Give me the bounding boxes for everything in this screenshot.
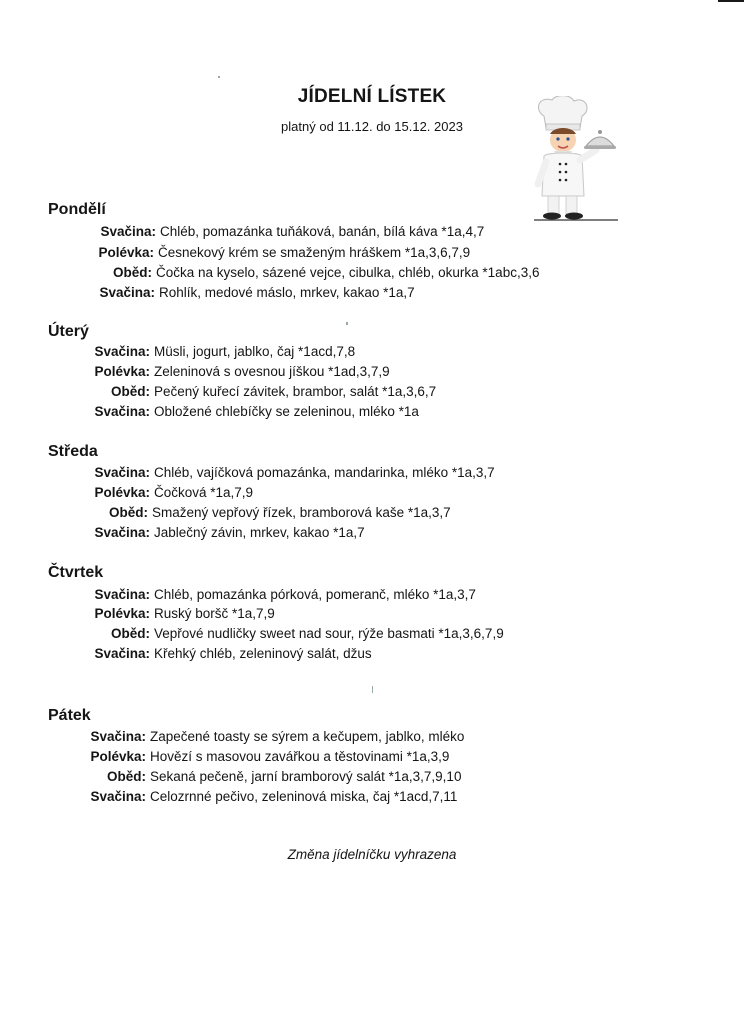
meal-label: Svačina:: [94, 646, 150, 661]
meal-text: Chléb, pomazánka pórková, pomeranč, mléko *1a,3,7: [154, 587, 476, 602]
meal-text: Pečený kuřecí závitek, brambor, salát *1a,3,6,7: [154, 384, 437, 399]
meal-label: Svačina:: [94, 465, 150, 480]
meal-text: Müsli, jogurt, jablko, čaj *1acd,7,8: [154, 344, 356, 359]
chef-icon: [530, 96, 620, 222]
meal-label: Oběd:: [113, 265, 152, 280]
meal-text: Křehký chléb, zeleninový salát, džus: [154, 646, 372, 661]
meal-row: [0, 485, 744, 505]
meal-row: [0, 626, 744, 646]
meal-text: Zapečené toasty se sýrem a kečupem, jablko, mléko: [150, 729, 465, 744]
page-title: JÍDELNÍ LÍSTEK: [297, 86, 447, 107]
scan-corner-mark: [718, 0, 744, 2]
meal-label: Svačina:: [99, 285, 155, 300]
day-title-wednesday: Středa: [48, 443, 98, 460]
meal-text: Celozrnné pečivo, zeleninová miska, čaj *1acd,7,11: [150, 789, 458, 804]
day-title-friday: Pátek: [48, 707, 91, 724]
meal-row: [0, 525, 744, 545]
day-title-thursday: Čtvrtek: [48, 564, 104, 581]
meal-label: Svačina:: [94, 525, 150, 540]
meal-label: Svačina:: [94, 587, 150, 602]
meal-row: [0, 364, 744, 384]
meal-label: Svačina:: [100, 224, 156, 239]
meal-text: Hovězí s masovou zavářkou a těstovinami *1a,3,9: [150, 749, 450, 764]
scan-speck: [346, 322, 348, 325]
meal-label: Oběd:: [111, 384, 150, 399]
meal-row: [0, 224, 744, 244]
meal-text: Zeleninová s ovesnou jíškou *1ad,3,7,9: [154, 364, 390, 379]
meal-text: Sekaná pečeně, jarní bramborový salát *1a,3,7,9,10: [150, 769, 462, 784]
meal-label: Polévka:: [94, 364, 150, 379]
meal-text: Čočková *1a,7,9: [154, 485, 254, 500]
menu-footer-note: Změna jídelníčku vyhrazena: [287, 847, 457, 862]
meal-label: Svačina:: [90, 789, 146, 804]
meal-text: Čočka na kyselo, sázené vejce, cibulka, chléb, okurka *1abc,3,6: [156, 265, 540, 280]
meal-row: [0, 245, 744, 265]
meal-label: Oběd:: [109, 505, 148, 520]
meal-label: Polévka:: [94, 485, 150, 500]
meal-label: Oběd:: [107, 769, 146, 784]
meal-text: Česnekový krém se smaženým hráškem *1a,3,6,7,9: [158, 245, 471, 260]
scan-speck: [372, 686, 373, 693]
meal-row: [0, 265, 744, 285]
meal-label: Svačina:: [94, 404, 150, 419]
meal-text: Obložené chlebíčky se zeleninou, mléko *1a: [154, 404, 419, 419]
meal-row: [0, 606, 744, 626]
day-title-monday: Pondělí: [48, 201, 106, 218]
day-title-tuesday: Úterý: [48, 323, 89, 340]
meal-row: [0, 465, 744, 485]
meal-row: [0, 587, 744, 607]
meal-label: Polévka:: [90, 749, 146, 764]
scan-speck: [218, 76, 220, 78]
meal-row: [0, 344, 744, 364]
meal-label: Polévka:: [98, 245, 154, 260]
meal-row: [0, 384, 744, 404]
meal-text: Chléb, vajíčková pomazánka, mandarinka, mléko *1a,3,7: [154, 465, 495, 480]
meal-label: Polévka:: [94, 606, 150, 621]
meal-row: [0, 646, 744, 666]
meal-row: [0, 749, 744, 769]
meal-text: Vepřové nudličky sweet nad sour, rýže basmati *1a,3,6,7,9: [154, 626, 504, 641]
meal-row: [0, 505, 744, 525]
meal-text: Smažený vepřový řízek, bramborová kaše *1a,3,7: [152, 505, 451, 520]
meal-row: [0, 789, 744, 809]
meal-label: Svačina:: [94, 344, 150, 359]
meal-text: Jablečný závin, mrkev, kakao *1a,7: [154, 525, 365, 540]
meal-row: [0, 729, 744, 749]
meal-text: Rohlík, medové máslo, mrkev, kakao *1a,7: [159, 285, 415, 300]
meal-label: Oběd:: [111, 626, 150, 641]
meal-row: [0, 285, 744, 305]
meal-row: [0, 769, 744, 789]
meal-text: Ruský boršč *1a,7,9: [154, 606, 275, 621]
meal-text: Chléb, pomazánka tuňáková, banán, bílá káva *1a,4,7: [160, 224, 485, 239]
validity-subtitle: platný od 11.12. do 15.12. 2023: [281, 119, 463, 134]
meal-label: Svačina:: [90, 729, 146, 744]
meal-row: [0, 404, 744, 424]
